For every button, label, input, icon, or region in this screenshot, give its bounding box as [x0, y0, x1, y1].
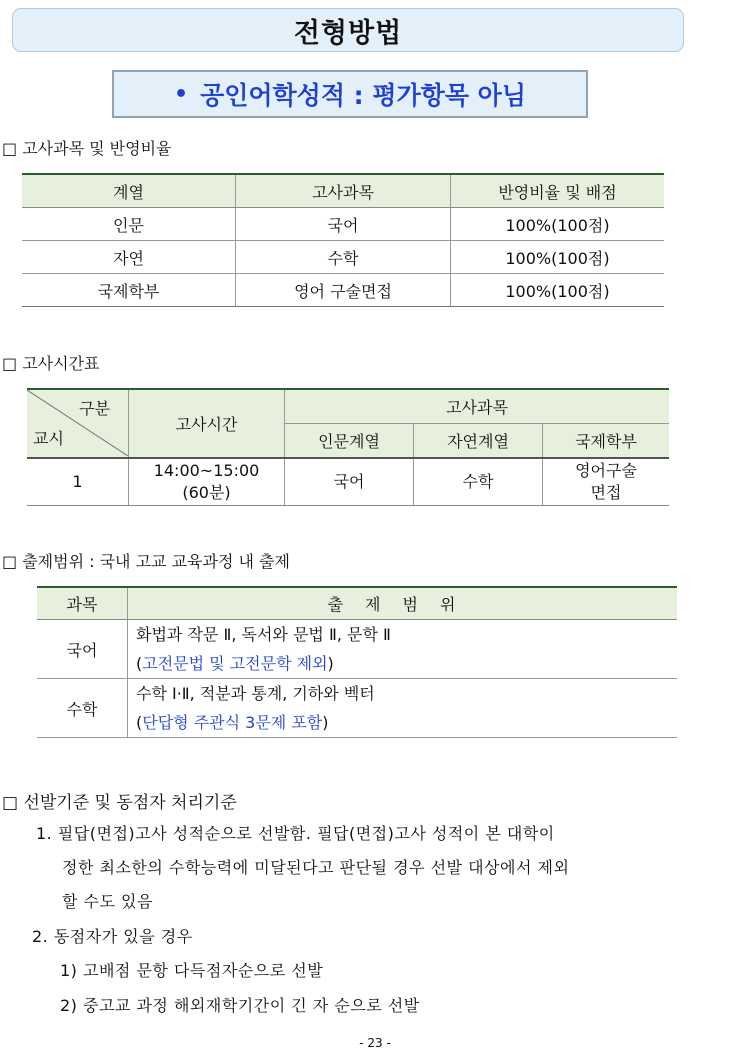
- section-heading-criteria: □ 선발기준 및 동점자 처리기준: [2, 793, 237, 813]
- header-gubun: 구분: [79, 399, 110, 418]
- criteria-item1-line2: 정한 최소한의 수학능력에 미달된다고 판단될 경우 선발 대상에서 제외: [62, 858, 570, 877]
- table-cell: 100%(100점): [451, 241, 665, 274]
- table-cell: 인문: [22, 208, 236, 241]
- range-text: 수학 Ⅰ·Ⅱ, 적분과 통계, 기하와 벡터: [136, 684, 375, 703]
- criteria-item2-sub2: 2) 중고교 과정 해외재학기간이 긴 자 순으로 선발: [60, 996, 420, 1015]
- section-heading-schedule: □ 고사시간표: [2, 354, 100, 373]
- page-title: [12, 8, 684, 52]
- range-cell: [128, 620, 678, 679]
- time-text: 14:00~15:00: [153, 461, 260, 480]
- section-heading-subjects: □ 고사과목 및 반영비율: [2, 139, 172, 158]
- criteria-item1-line1: 1. 필답(면접)고사 성적순으로 선발함. 필답(면접)고사 성적이 본 대학이: [36, 824, 555, 843]
- table-row: [22, 274, 664, 307]
- cell-text: 면접: [590, 483, 622, 502]
- header-gyosi: 교시: [33, 429, 64, 448]
- criteria-item1-line3: 할 수도 있음: [62, 892, 153, 911]
- bullet-icon: •: [174, 81, 189, 107]
- col-header: 출제범위: [128, 587, 678, 620]
- diagonal-header-cell: [27, 389, 129, 458]
- table-cell: 국어: [285, 458, 414, 506]
- table-cell: 국제학부: [22, 274, 236, 307]
- table-cell: 수학: [236, 241, 451, 274]
- subtitle-box: [112, 70, 588, 118]
- section-heading-range: □ 출제범위 : 국내 고교 교육과정 내 출제: [2, 552, 290, 571]
- table-cell: 100%(100점): [451, 274, 665, 307]
- table-row: [37, 679, 677, 738]
- duration-text: (60분): [182, 483, 231, 502]
- col-header: 과목: [37, 587, 128, 620]
- criteria-item2: 2. 동점자가 있을 경우: [32, 927, 193, 946]
- schedule-table: [27, 388, 669, 506]
- page-number: - 23 -: [359, 1036, 391, 1050]
- table-row: [27, 458, 669, 506]
- table-cell: 영어 구술면접: [236, 274, 451, 307]
- range-text: 화법과 작문 Ⅱ, 독서와 문법 Ⅱ, 문학 Ⅱ: [136, 625, 391, 644]
- period-cell: 1: [27, 458, 129, 506]
- header-subject: 고사과목: [285, 389, 670, 424]
- subjects-table: [22, 173, 664, 307]
- time-cell: [129, 458, 285, 506]
- table-row: [22, 241, 664, 274]
- subject-cell: 수학: [37, 679, 128, 738]
- criteria-item2-sub1: 1) 고배점 문항 다득점자순으로 선발: [60, 961, 324, 980]
- range-note: (고전문법 및 고전문학 제외): [136, 654, 334, 673]
- table-header-row: [37, 587, 677, 620]
- table-cell: 국어: [236, 208, 451, 241]
- header-time: 고사시간: [129, 389, 285, 458]
- col-header: 계열: [22, 174, 236, 208]
- range-note: (단답형 주관식 3문제 포함): [136, 713, 329, 732]
- table-cell: 수학: [414, 458, 543, 506]
- table-cell: 100%(100점): [451, 208, 665, 241]
- col-header: 고사과목: [236, 174, 451, 208]
- table-row: [37, 620, 677, 679]
- range-cell: [128, 679, 678, 738]
- header-humanities: 인문계열: [285, 424, 414, 459]
- col-header: 반영비율 및 배점: [451, 174, 665, 208]
- table-cell: [543, 458, 670, 506]
- header-science: 자연계열: [414, 424, 543, 459]
- page-title-text: 전형방법: [293, 17, 403, 49]
- table-cell: 자연: [22, 241, 236, 274]
- cell-text: 영어구술: [575, 461, 637, 480]
- table-header-row: [22, 174, 664, 208]
- subtitle-text: 공인어학성적 : 평가항목 아님: [200, 81, 526, 110]
- subject-cell: 국어: [37, 620, 128, 679]
- table-row: [22, 208, 664, 241]
- range-table: [37, 586, 677, 738]
- header-international: 국제학부: [543, 424, 670, 459]
